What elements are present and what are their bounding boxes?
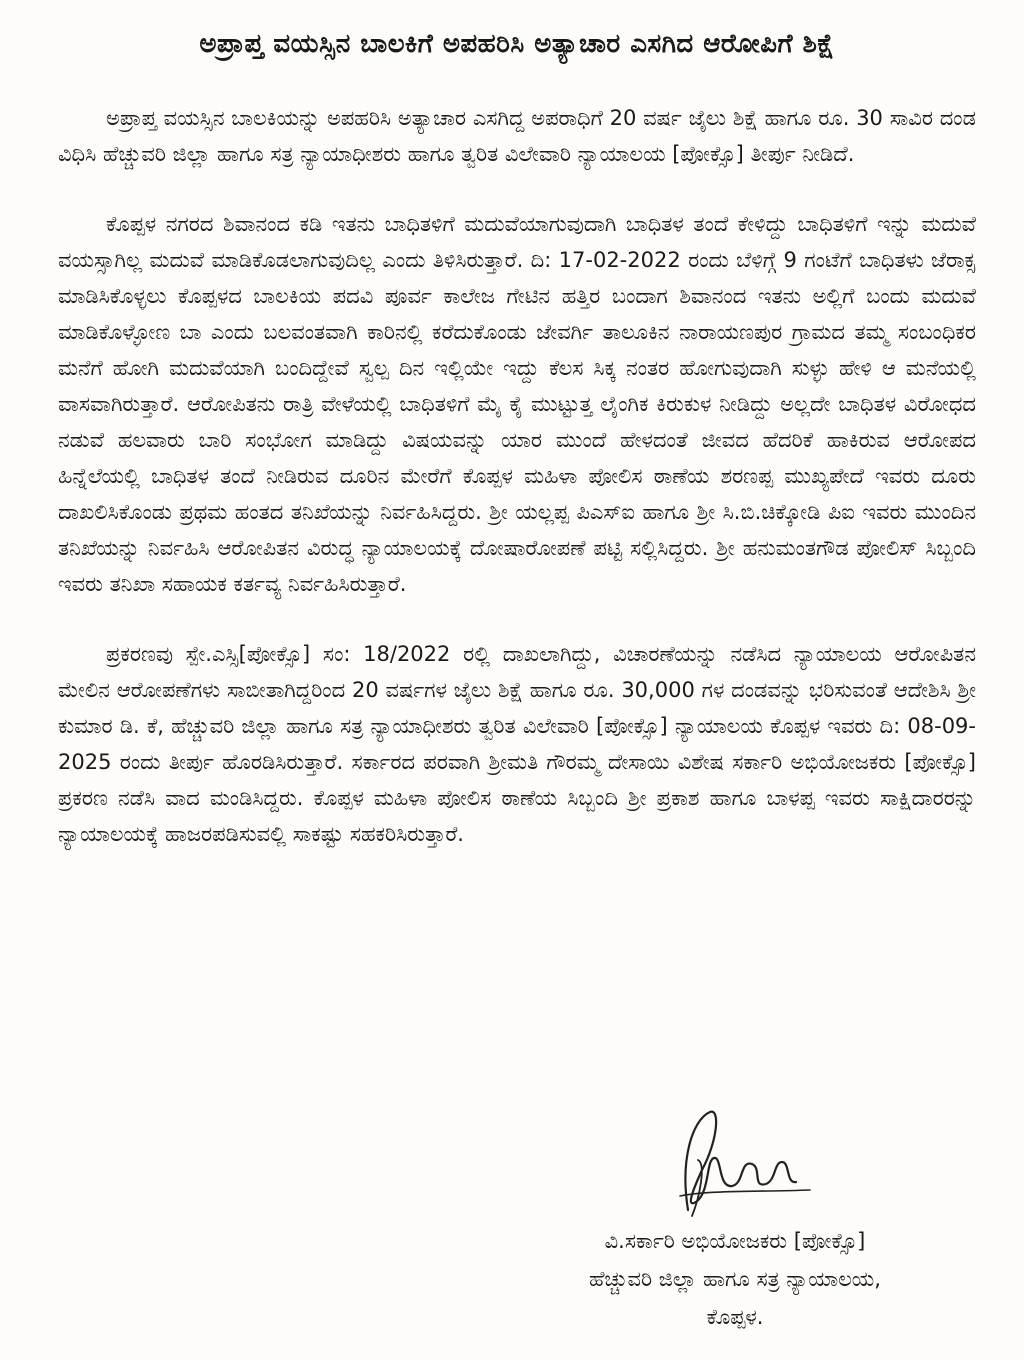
paragraph-case-details: ಕೊಪ್ಪಳ ನಗರದ ಶಿವಾನಂದ ಕಡಿ ಇತನು ಬಾಧಿತಳಿಗೆ ಮದುವೆಯಾಗುವುದಾಗಿ ಬಾಧಿತಳ ತಂದೆ ಕೇಳಿದ್ದು ಬಾಧಿತಳಿಗೆ ಇನ್ನು ಮದುವೆ ವಯಸ್ಸಾಗಿಲ್ಲ ಮದುವೆ ಮಾಡಿಕೊಡಲಾಗುವುದಿಲ್ಲ ಎಂದು ತಿಳಿಸಿರುತ್ತಾರೆ. ದಿ: 17-02-2022 ರಂದು ಬೆಳಿಗ್ಗೆ 9 ಗಂಟೆಗೆ ಬಾಧಿತಳು ಜೆರಾಕ್ಸ ಮಾಡಿಸಿಕೊಳ್ಳಲು ಕೊಪ್ಪಳದ ಬಾಲಕಿಯ ಪದವಿ ಪೂರ್ವ ಕಾಲೇಜ ಗೇಟಿನ ಹತ್ತಿರ ಬಂದಾಗ ಶಿವಾನಂದ ಇತನು ಅಲ್ಲಿಗೆ ಬಂದು ಮದುವೆ ಮಾಡಿಕೊಳ್ಳೋಣ ಬಾ ಎಂದು ಬಲವಂತವಾಗಿ ಕಾರಿನಲ್ಲಿ ಕರೆದುಕೊಂಡು ಜೇವರ್ಗಿ ತಾಲೂಕಿನ ನಾರಾಯಣಪುರ ಗ್ರಾಮದ ತಮ್ಮ ಸಂಬಂಧಿಕರ ಮನೆಗೆ ಹೋಗಿ ಮದುವೆಯಾಗಿ ಬಂದಿದ್ದೇವೆ ಸ್ವಲ್ಪ ದಿನ ಇಲ್ಲಿಯೇ ಇದ್ದು ಕೆಲಸ ಸಿಕ್ಕ ನಂತರ ಹೋಗುವುದಾಗಿ ಸುಳ್ಳು ಹೇಳಿ ಆ ಮನೆಯಲ್ಲಿ ವಾಸವಾಗಿರುತ್ತಾರೆ. ಆರೋಪಿತನು ರಾತ್ರಿ ವೇಳೆಯಲ್ಲಿ ಬಾಧಿತಳಿಗೆ ಮೈ ಕೈ ಮುಟ್ಟುತ್ತ ಲೈಂಗಿಕ ಕಿರುಕುಳ ನೀಡಿದ್ದು ಅಲ್ಲದೇ ಬಾಧಿತಳ ವಿರೋಧದ ನಡುವೆ ಹಲವಾರು ಬಾರಿ ಸಂಭೋಗ ಮಾಡಿದ್ದು ವಿಷಯವನ್ನು ಯಾರ ಮುಂದೆ ಹೇಳದಂತೆ ಜೀವದ ಹೆದರಿಕೆ ಹಾಕಿರುವ ಆರೋಪದ ಹಿನ್ನೆಲೆಯಲ್ಲಿ ಬಾಧಿತಳ ತಂದೆ ನೀಡಿರುವ ದೂರಿನ ಮೇರೆಗೆ ಕೊಪ್ಪಳ ಮಹಿಳಾ ಪೋಲಿಸ ಠಾಣೆಯ ಶರಣಪ್ಪ ಮುಖ್ಯಪೇದೆ ಇವರು ದೂರು ದಾಖಲಿಸಿಕೊಂಡು ಪ್ರಥಮ ಹಂತದ ತನಿಖೆಯನ್ನು ನಿರ್ವಹಿಸಿದ್ದರು. ಶ್ರೀ ಯಲ್ಲಪ್ಪ ಪಿಎಸ್ಐ ಹಾಗೂ ಶ್ರೀ ಸಿ.ಬಿ.ಚಿಕ್ಕೋಡಿ ಪಿಐ ಇವರು ಮುಂದಿನ ತನಿಖೆಯನ್ನು ನಿರ್ವಹಿಸಿ ಆರೋಪಿತನ ವಿರುದ್ಧ ನ್ಯಾಯಾಲಯಕ್ಕೆ ದೋಷಾರೋಪಣೆ ಪಟ್ಟಿ ಸಲ್ಲಿಸಿದ್ದರು. ಶ್ರೀ ಹನುಮಂತಗೌಡ ಪೋಲಿಸ್ ಸಿಬ್ಬಂದಿ ಇವರು ತನಿಖಾ ಸಹಾಯಕ ಕರ್ತವ್ಯ ನಿರ್ವಹಿಸಿರುತ್ತಾರೆ.: [58, 211, 976, 596]
signatory-designation: ವಿ.ಸರ್ಕಾರಿ ಅಭಿಯೋಜಕರು [ಪೋಕ್ಸೊ]: [604, 1229, 866, 1253]
signatory-location: ಕೊಪ್ಪಳ.: [706, 1305, 764, 1329]
document-title: ಅಪ್ರಾಪ್ತ ವಯಸ್ಸಿನ ಬಾಲಕಿಗೆ ಅಪಹರಿಸಿ ಅತ್ಯಾಚಾರ ಎಸಗಿದ ಆರೋಪಿಗೆ ಶಿಕ್ಷೆ: [199, 29, 835, 59]
paragraph-summary: ಅಪ್ರಾಪ್ತ ವಯಸ್ಸಿನ ಬಾಲಕಿಯನ್ನು ಅಪಹರಿಸಿ ಅತ್ಯಾಚಾರ ಎಸಗಿದ್ದ ಅಪರಾಧಿಗೆ 20 ವರ್ಷ ಜೈಲು ಶಿಕ್ಷೆ ಹಾಗೂ ರೂ. 30 ಸಾವಿರ ದಂಡ ವಿಧಿಸಿ ಹೆಚ್ಚುವರಿ ಜಿಲ್ಲಾ ಹಾಗೂ ಸತ್ರ ನ್ಯಾಯಾಧೀಶರು ಹಾಗೂ ತ್ವರಿತ ವಿಲೇವಾರಿ ನ್ಯಾಯಾಲಯ [ಪೋಕ್ಸೊ] ತೀರ್ಪು ನೀಡಿದೆ.: [58, 105, 976, 166]
signatory-court: ಹೆಚ್ಚುವರಿ ಜಿಲ್ಲಾ ಹಾಗೂ ಸತ್ರ ನ್ಯಾಯಾಲಯ,: [589, 1267, 881, 1291]
handwritten-signature: [640, 1100, 820, 1230]
signature-block: [500, 1222, 970, 1336]
paragraph-verdict: ಪ್ರಕರಣವು ಸ್ಪೇ.ಎಸ್ಸಿ[ಪೋಕ್ಸೊ] ಸಂ: 18/2022 ರಲ್ಲಿ ದಾಖಲಾಗಿದ್ದು, ವಿಚಾರಣೆಯನ್ನು ನಡೆಸಿದ ನ್ಯಾಯಾಲಯ ಆರೋಪಿತನ ಮೇಲಿನ ಆರೋಪಣೆಗಳು ಸಾಬೀತಾಗಿದ್ದರಿಂದ 20 ವರ್ಷಗಳ ಜೈಲು ಶಿಕ್ಷೆ ಹಾಗೂ ರೂ. 30,000 ಗಳ ದಂಡವನ್ನು ಭರಿಸುವಂತೆ ಆದೇಶಿಸಿ ಶ್ರೀ ಕುಮಾರ ಡಿ. ಕೆ, ಹೆಚ್ಚುವರಿ ಜಿಲ್ಲಾ ಹಾಗೂ ಸತ್ರ ನ್ಯಾಯಾಧೀಶರು ತ್ವರಿತ ವಿಲೇವಾರಿ [ಪೋಕ್ಸೊ] ನ್ಯಾಯಾಲಯ ಕೊಪ್ಪಳ ಇವರು ದಿ: 08-09-2025 ರಂದು ತೀರ್ಪು ಹೊರಡಿಸಿರುತ್ತಾರೆ. ಸರ್ಕಾರದ ಪರವಾಗಿ ಶ್ರೀಮತಿ ಗೌರಮ್ಮ ದೇಸಾಯಿ ವಿಶೇಷ ಸರ್ಕಾರಿ ಅಭಿಯೋಜಕರು [ಪೋಕ್ಸೊ] ಪ್ರಕರಣ ನಡೆಸಿ ವಾದ ಮಂಡಿಸಿದ್ದರು. ಕೊಪ್ಪಳ ಮಹಿಳಾ ಪೋಲಿಸ ಠಾಣೆಯ ಸಿಬ್ಬಂದಿ ಶ್ರೀ ಪ್ರಕಾಶ ಹಾಗೂ ಬಾಳಪ್ಪ ಇವರು ಸಾಕ್ಷಿದಾರರನ್ನು ನ್ಯಾಯಾಲಯಕ್ಕೆ ಹಾಜರಪಡಿಸುವಲ್ಲಿ ಸಾಕಷ್ಟು ಸಹಕರಿಸಿರುತ್ತಾರೆ.: [58, 641, 976, 846]
